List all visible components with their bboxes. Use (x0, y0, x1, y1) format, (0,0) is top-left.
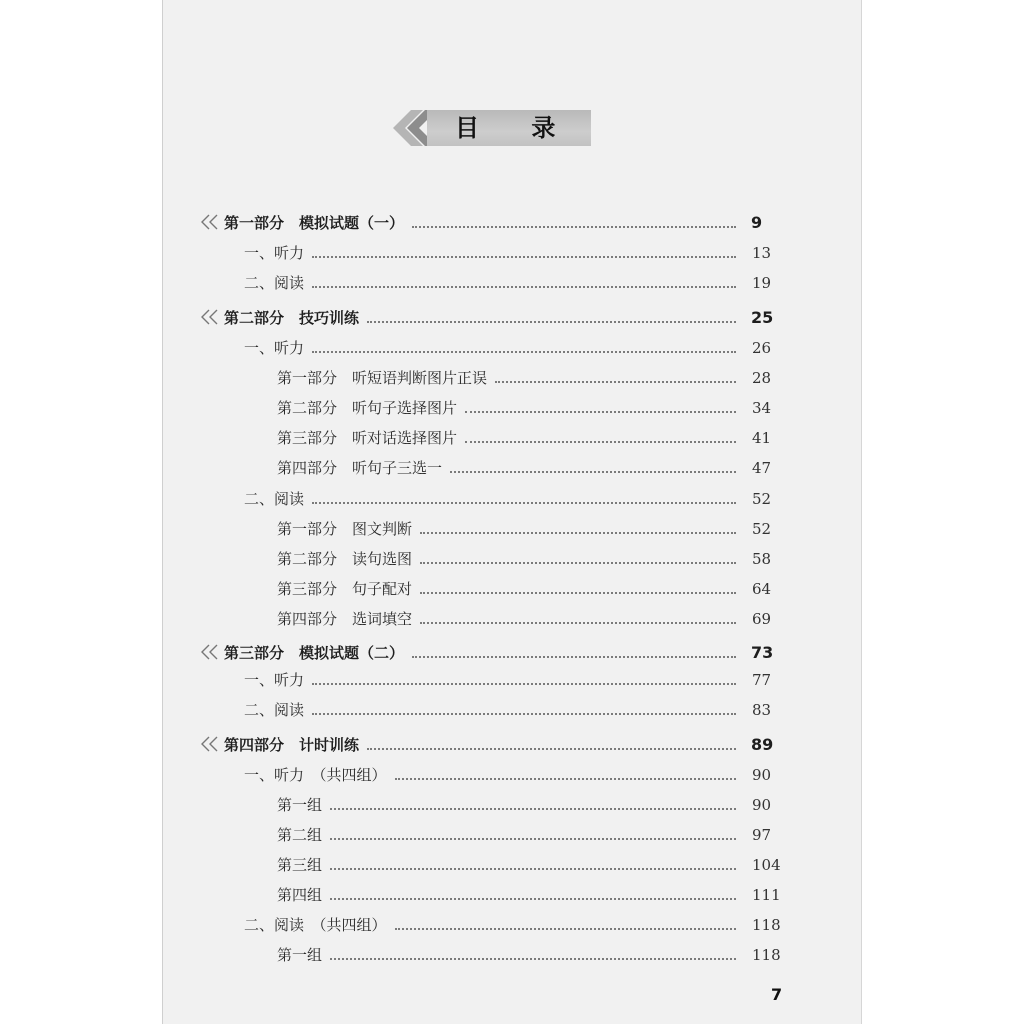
toc-entry-label (200, 211, 404, 235)
toc-entry-label (200, 641, 404, 665)
dot-leader (420, 590, 736, 594)
toc-page-number: 9 (751, 213, 763, 232)
toc-page-number: 77 (752, 671, 772, 689)
toc-page-number: 26 (752, 339, 772, 357)
toc-page-number: 90 (752, 796, 772, 814)
toc-page-number: 83 (752, 701, 772, 719)
toc-entry-text: 第三部分 模拟试题（二） (224, 644, 405, 662)
toc-entry-text: 一、听力 (244, 339, 305, 357)
toc-page-number: 47 (752, 459, 772, 477)
page-number: 7 (771, 985, 783, 1004)
toc-entry-label (277, 396, 457, 420)
toc-page-number: 52 (752, 520, 772, 538)
toc-entry-text: 一、听力 (244, 244, 305, 262)
toc-entry-label (200, 733, 359, 757)
toc-page-number: 64 (752, 580, 772, 598)
toc-entry-text: 二、阅读 （共四组） (244, 916, 387, 934)
dot-leader (312, 711, 736, 715)
toc-entry-text: 第二部分 读句选图 (277, 550, 413, 568)
toc-entry-text: 第四部分 选词填空 (277, 610, 413, 628)
toc-page-number: 69 (752, 610, 772, 628)
toc-entry-label (277, 853, 322, 877)
dot-leader (465, 439, 736, 443)
dot-leader (330, 896, 736, 900)
dot-leader (420, 560, 736, 564)
toc-entry-label (200, 306, 359, 330)
toc-entry-label (244, 913, 387, 937)
toc-entry-text: 二、阅读 (244, 490, 305, 508)
toc-page-number: 89 (751, 735, 774, 754)
toc-page-number: 52 (752, 490, 772, 508)
toc-page-number: 41 (752, 429, 772, 447)
dot-leader (312, 349, 736, 353)
toc-entry-text: 第二组 (277, 826, 323, 844)
dot-leader (330, 866, 736, 870)
toc-entry-text: 第四组 (277, 886, 323, 904)
toc-entry-label (277, 607, 412, 631)
dot-leader (495, 379, 736, 383)
toc-entry-label (277, 547, 412, 571)
toc-entry-label (277, 366, 487, 390)
toc-entry-text: 第一部分 听短语判断图片正误 (277, 369, 488, 387)
toc-entry-label (277, 577, 412, 601)
toc-entry-label (277, 793, 322, 817)
dot-leader (312, 284, 736, 288)
double-chevron-icon (393, 110, 429, 146)
double-chevron-icon (200, 214, 222, 230)
toc-entry-text: 一、听力 （共四组） (244, 766, 387, 784)
double-chevron-icon (200, 644, 222, 660)
toc-entry-text: 第四部分 计时训练 (224, 736, 360, 754)
toc-entry-label (244, 668, 304, 692)
toc-entry-text: 一、听力 (244, 671, 305, 689)
page-title: 目 录 (455, 114, 578, 142)
toc-page-number: 118 (752, 946, 781, 964)
toc-page-number: 13 (752, 244, 772, 262)
dot-leader (312, 254, 736, 258)
toc-page-number: 19 (752, 274, 772, 292)
dot-leader (312, 500, 736, 504)
toc-entry-label (277, 426, 457, 450)
toc-entry-text: 第一部分 图文判断 (277, 520, 413, 538)
toc-entry-text: 第一部分 模拟试题（一） (224, 214, 405, 232)
toc-entry-text: 第三部分 听对话选择图片 (277, 429, 458, 447)
toc-entry-label (277, 456, 442, 480)
toc-entry-text: 二、阅读 (244, 701, 305, 719)
dot-leader (330, 806, 736, 810)
dot-leader (330, 836, 736, 840)
dot-leader (330, 956, 736, 960)
toc-entry-text: 第一组 (277, 946, 323, 964)
dot-leader (420, 620, 736, 624)
toc-entry-text: 二、阅读 (244, 274, 305, 292)
toc-entry-label (244, 698, 304, 722)
toc-page-number: 25 (751, 308, 774, 327)
double-chevron-icon (200, 309, 222, 325)
toc-page-number: 104 (752, 856, 781, 874)
toc-entry-text: 第二部分 技巧训练 (224, 309, 360, 327)
toc-page-number: 34 (752, 399, 772, 417)
toc-page-number: 58 (752, 550, 772, 568)
dot-leader (395, 926, 736, 930)
dot-leader (395, 776, 736, 780)
toc-entry-label (244, 271, 304, 295)
toc-entry-text: 第三部分 句子配对 (277, 580, 413, 598)
toc-page-number: 111 (752, 886, 781, 904)
dot-leader (465, 409, 736, 413)
toc-page-number: 90 (752, 766, 772, 784)
dot-leader (312, 681, 736, 685)
toc-page-number: 97 (752, 826, 772, 844)
dot-leader (412, 224, 736, 228)
toc-entry-text: 第四部分 听句子三选一 (277, 459, 443, 477)
dot-leader (412, 654, 736, 658)
toc-header (391, 108, 593, 148)
toc-entry-label (244, 487, 304, 511)
toc-entry-label (244, 241, 304, 265)
toc-entry-label (277, 883, 322, 907)
toc-entry-text: 第二部分 听句子选择图片 (277, 399, 458, 417)
toc-page-number: 28 (752, 369, 772, 387)
toc-entry-label (277, 517, 412, 541)
toc-entry-label (244, 336, 304, 360)
dot-leader (450, 469, 736, 473)
toc-entry-label (244, 763, 387, 787)
toc-entry-text: 第三组 (277, 856, 323, 874)
toc-page-number: 73 (751, 643, 774, 662)
double-chevron-icon (200, 736, 222, 752)
toc-page-number: 118 (752, 916, 781, 934)
dot-leader (367, 319, 736, 323)
toc-entry-text: 第一组 (277, 796, 323, 814)
dot-leader (420, 530, 736, 534)
toc-entry-label (277, 943, 322, 967)
dot-leader (367, 746, 736, 750)
toc-entry-label (277, 823, 322, 847)
